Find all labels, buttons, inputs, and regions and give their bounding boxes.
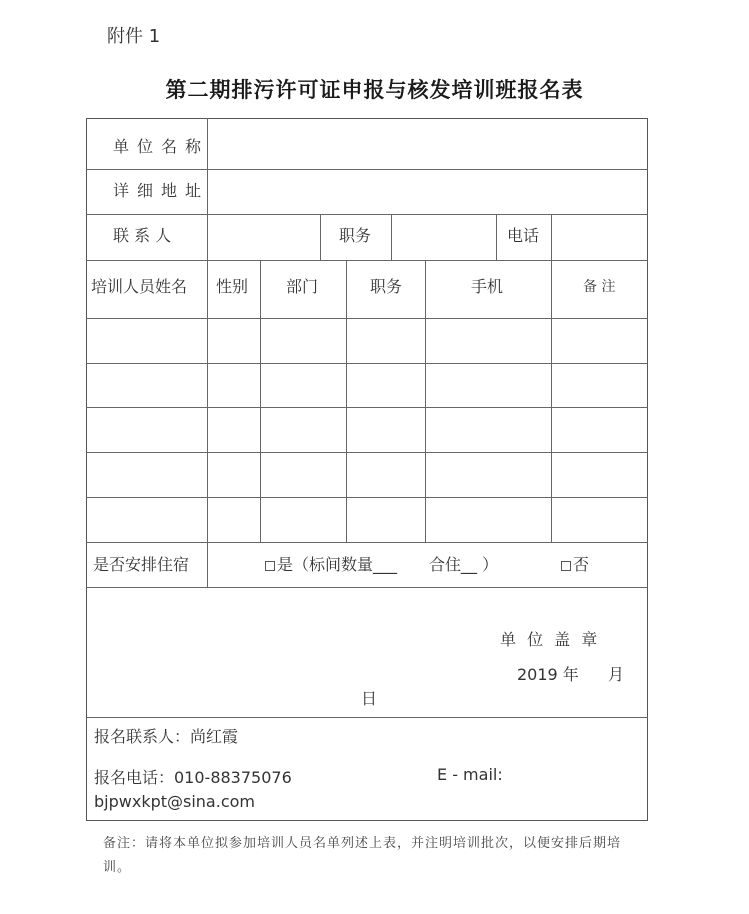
position-label: 职务 (339, 226, 372, 245)
address-label: 详细地址 (113, 181, 210, 200)
col-header-mobile: 手机 (471, 277, 504, 296)
row-divider (86, 214, 648, 215)
col-divider (391, 214, 392, 260)
row-divider (86, 407, 648, 408)
col-header-remarks: 备 注 (583, 279, 616, 295)
email-label: E - mail: (437, 765, 503, 784)
lodging-no-option[interactable]: 否 (561, 552, 589, 575)
checkbox-no[interactable] (561, 561, 571, 571)
col-divider (496, 214, 497, 260)
col-header-department: 部门 (286, 277, 319, 296)
footnote: 备注：请将本单位拟参加培训人员名单列述上表，并注明培训批次，以便安排后期培训。 (103, 836, 622, 875)
col-header-name: 培训人员姓名 (91, 277, 188, 296)
row-divider (86, 542, 648, 543)
row-divider (86, 363, 648, 364)
col-divider (346, 260, 347, 542)
col-divider (320, 214, 321, 260)
lodging-yes-option[interactable]: 是（标间数量___ 合住__ ） (265, 552, 498, 575)
row-divider (86, 169, 648, 170)
unit-name-label: 单位名称 (113, 137, 210, 156)
col-divider (260, 260, 261, 542)
registration-phone: 报名电话：010-88375076 (94, 768, 292, 787)
row-divider (86, 497, 648, 498)
row-divider (86, 452, 648, 453)
row-divider (86, 318, 648, 319)
col-divider (551, 260, 552, 542)
col-header-position: 职务 (370, 277, 403, 296)
contact-person-label: 联 系 人 (113, 226, 172, 245)
seal-label: 单 位 盖 章 (500, 630, 601, 649)
date-month: 月 (608, 665, 625, 684)
row-divider (86, 587, 648, 588)
lodging-label: 是否安排住宿 (93, 555, 190, 574)
date-day: 日 (361, 689, 378, 708)
row-divider (86, 260, 648, 261)
col-divider (551, 214, 552, 260)
row-divider (86, 717, 648, 718)
attachment-label: 附件 1 (107, 26, 161, 47)
page-title: 第二期排污许可证申报与核发培训班报名表 (165, 77, 584, 102)
date-year: 2019 年 (517, 665, 579, 684)
phone-label: 电话 (507, 226, 540, 245)
col-divider (425, 260, 426, 542)
registration-contact: 报名联系人：尚红霞 (94, 727, 239, 746)
col-header-gender: 性别 (216, 277, 249, 296)
checkbox-yes[interactable] (265, 561, 275, 571)
email-value[interactable]: bjpwxkpt@sina.com (94, 792, 255, 811)
